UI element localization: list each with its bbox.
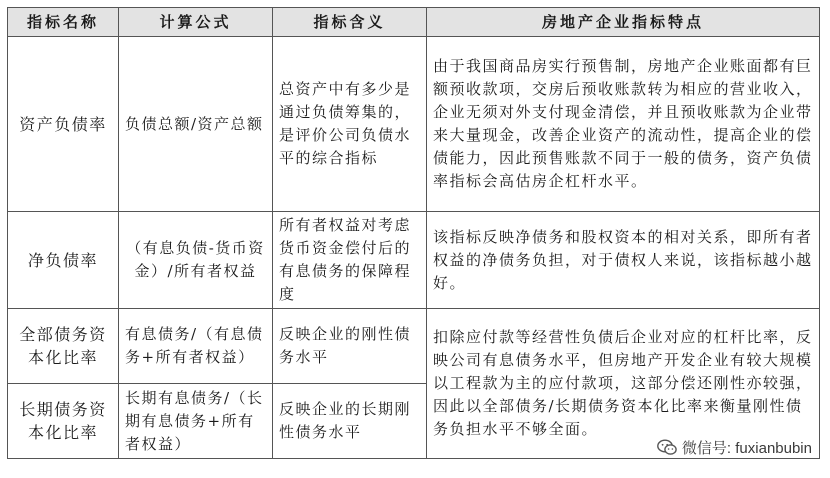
meaning-cell: 所有者权益对考虑货币资金偿付后的有息债务的保障程度 bbox=[273, 212, 427, 309]
formula-cell: 有息债务/（有息债务+所有者权益） bbox=[119, 309, 273, 384]
indicator-name-cell: 净负债率 bbox=[8, 212, 119, 309]
header-meaning: 指标含义 bbox=[273, 8, 427, 37]
formula-cell: 负债总额/资产总额 bbox=[119, 37, 273, 212]
meaning-cell: 反映企业的刚性债务水平 bbox=[273, 309, 427, 384]
wechat-icon bbox=[657, 439, 677, 456]
feature-cell: 该指标反映净债务和股权资本的相对关系，即所有者权益的净债务负担，对于债权人来说，该指标越小越好。 bbox=[427, 212, 820, 309]
indicator-name-cell: 长期债务资本化比率 bbox=[8, 384, 119, 459]
meaning-cell: 反映企业的长期刚性债务水平 bbox=[273, 384, 427, 459]
feature-cell: 扣除应付款等经营性负债后企业对应的杠杆比率，反映公司有息债务水平，但房地产开发企业有较大规模以工程款为主的应付款项，这部分偿还刚性亦较强，因此以全部债务/长期债务资本化比率来衡量刚性债务负担水平不够全面。 bbox=[427, 309, 820, 459]
watermark-text: 微信号: fuxianbubin bbox=[681, 440, 812, 457]
feature-cell: 由于我国商品房实行预售制，房地产企业账面都有巨额预收款项，交房后预收账款转为相应的营业收入，企业无须对外支付现金清偿，并且预收账款为企业带来大量现金，改善企业资产的流动性，提高企业的偿债能力，因此预售账款不同于一般的债务，资产负债率指标会高估房企杠杆水平。 bbox=[427, 37, 820, 212]
indicator-name-cell: 全部债务资本化比率 bbox=[8, 309, 119, 384]
meaning-cell: 总资产中有多少是通过负债筹集的，是评价公司负债水平的综合指标 bbox=[273, 37, 427, 212]
table-row bbox=[8, 212, 820, 309]
table-row bbox=[8, 309, 820, 384]
indicator-table bbox=[7, 7, 820, 459]
header-indicator-name: 指标名称 bbox=[8, 8, 119, 37]
wechat-watermark bbox=[655, 437, 814, 458]
header-feature: 房地产企业指标特点 bbox=[427, 8, 820, 37]
indicator-name-cell: 资产负债率 bbox=[8, 37, 119, 212]
header-formula: 计算公式 bbox=[119, 8, 273, 37]
formula-cell: （有息负债-货币资金）/所有者权益 bbox=[119, 212, 273, 309]
table-header-row bbox=[8, 8, 820, 37]
table-row bbox=[8, 37, 820, 212]
formula-cell: 长期有息债务/（长期有息债务+所有者权益） bbox=[119, 384, 273, 459]
